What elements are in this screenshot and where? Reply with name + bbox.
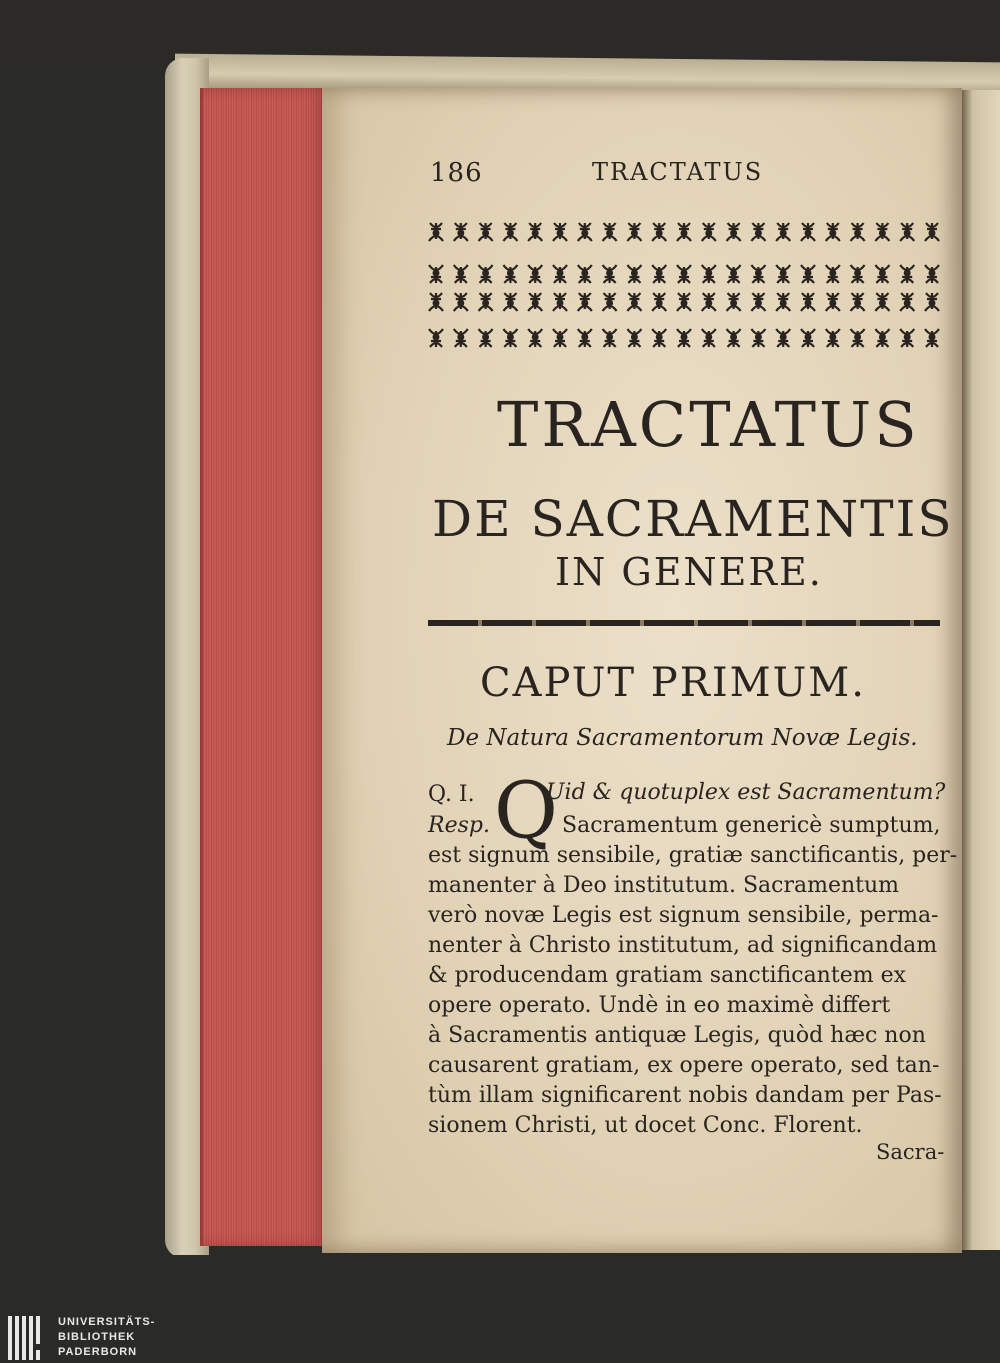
- chapter-subtitle: De Natura Sacramentorum Novæ Legis.: [447, 725, 918, 751]
- fleuron-dot: [880, 271, 885, 276]
- horizontal-rule: [428, 620, 940, 626]
- fleuron-dot: [558, 231, 563, 236]
- fleuron-dot: [607, 271, 612, 276]
- fleuron-dot: [880, 301, 885, 306]
- body-line: causarent gratiam, ex opere operato, sed tan-: [428, 1053, 940, 1078]
- library-name-line-1: UNIVERSITÄTS-: [58, 1316, 156, 1328]
- fleuron-dot: [930, 335, 935, 340]
- fleuron-dot: [731, 335, 736, 340]
- fleuron-dot: [855, 271, 860, 276]
- body-line: tùm illam significarent nobis dandam per Pas-: [428, 1083, 942, 1108]
- fleuron-dot: [458, 301, 463, 306]
- fleuron-dot: [806, 231, 811, 236]
- fleuron-dot: [682, 231, 687, 236]
- facing-page-edge: [958, 90, 1000, 1250]
- body-line: & producendam gratiam sanctificantem ex: [428, 963, 906, 988]
- fleuron-dot: [607, 335, 612, 340]
- fleuron-dot: [508, 301, 513, 306]
- fleuron-dot: [781, 301, 786, 306]
- body-line: opere operato. Undè in eo maximè differt: [428, 993, 891, 1018]
- fleuron-dot: [830, 231, 835, 236]
- fleuron-dot: [731, 231, 736, 236]
- fleuron-dot: [781, 335, 786, 340]
- fleuron-dot: [508, 335, 513, 340]
- fleuron-dot: [706, 301, 711, 306]
- fleuron-dot: [657, 231, 662, 236]
- fleuron-dot: [830, 301, 835, 306]
- body-line: Sacramentum genericè sumptum,: [562, 813, 941, 838]
- fleuron-dot: [632, 301, 637, 306]
- fleuron-dot: [855, 231, 860, 236]
- fleuron-dot: [756, 335, 761, 340]
- fleuron-dot: [905, 301, 910, 306]
- fleuron-dot: [582, 301, 587, 306]
- fleuron-dot: [930, 231, 935, 236]
- fleuron-dot: [632, 335, 637, 340]
- fleuron-dot: [731, 271, 736, 276]
- fleuron-dot: [905, 271, 910, 276]
- fleuron-dot: [682, 301, 687, 306]
- library-logo-icon: [8, 1316, 44, 1360]
- fleuron-dot: [582, 231, 587, 236]
- fleuron-dot: [880, 231, 885, 236]
- fleuron-dot: [806, 271, 811, 276]
- fleuron-dot: [731, 301, 736, 306]
- fleuron-dot: [558, 335, 563, 340]
- fleuron-dot: [706, 335, 711, 340]
- fleuron-dot: [632, 271, 637, 276]
- fleuron-dot: [458, 271, 463, 276]
- title-line-3: IN GENERE.: [555, 550, 823, 594]
- fleuron-dot: [582, 335, 587, 340]
- fleuron-dot: [781, 271, 786, 276]
- fleuron-dot: [880, 335, 885, 340]
- library-name-line-3: PADERBORN: [58, 1346, 138, 1358]
- question-label: Q. I.: [428, 782, 475, 807]
- catchword: Sacra-: [876, 1140, 945, 1164]
- fleuron-dot: [930, 271, 935, 276]
- fleuron-dot: [607, 301, 612, 306]
- title-line-1: TRACTATUS: [497, 388, 920, 461]
- fleuron-dot: [930, 301, 935, 306]
- fleuron-dot: [558, 301, 563, 306]
- fleuron-dot: [533, 231, 538, 236]
- running-title: TRACTATUS: [592, 158, 764, 186]
- fleuron-dot: [483, 231, 488, 236]
- fleuron-dot: [682, 271, 687, 276]
- fleuron-dot: [830, 271, 835, 276]
- body-line: à Sacramentis antiquæ Legis, quòd hæc non: [428, 1023, 926, 1048]
- background-bottom: [0, 1255, 1000, 1363]
- fleuron-dot: [632, 231, 637, 236]
- fleuron-dot: [607, 231, 612, 236]
- fleuron-dot: [533, 301, 538, 306]
- body-line: verò novæ Legis est signum sensibile, perma-: [428, 903, 939, 928]
- fleuron-dot: [434, 231, 439, 236]
- title-line-2: DE SACRAMENTIS: [432, 490, 954, 548]
- fleuron-dot: [508, 231, 513, 236]
- body-line: manenter à Deo institutum. Sacramentum: [428, 873, 900, 898]
- drop-cap: Q: [494, 766, 558, 856]
- fleuron-dot: [434, 335, 439, 340]
- background-top: [0, 0, 1000, 62]
- fleuron-dot: [706, 271, 711, 276]
- fleuron-dot: [508, 271, 513, 276]
- fleuron-dot: [582, 271, 587, 276]
- fleuron-dot: [855, 335, 860, 340]
- fleuron-dot: [483, 271, 488, 276]
- ornament-band: [428, 215, 940, 360]
- fleuron-dot: [533, 335, 538, 340]
- fleuron-dot: [706, 231, 711, 236]
- fleuron-dot: [830, 335, 835, 340]
- fleuron-dot: [434, 271, 439, 276]
- fleuron-dot: [806, 335, 811, 340]
- fleuron-dot: [905, 335, 910, 340]
- page-number: 186: [430, 158, 483, 188]
- fleuron-dot: [483, 301, 488, 306]
- chapter-heading: CAPUT PRIMUM.: [480, 660, 866, 706]
- fleuron-dot: [458, 335, 463, 340]
- fleuron-dot: [657, 271, 662, 276]
- body-line: est signum sensibile, gratiæ sanctificantis, per-: [428, 843, 958, 868]
- fleuron-dot: [657, 335, 662, 340]
- fleuron-dot: [756, 271, 761, 276]
- fleuron-dot: [855, 301, 860, 306]
- fleuron-dot: [781, 231, 786, 236]
- fleuron-dot: [756, 301, 761, 306]
- fleuron-dot: [558, 271, 563, 276]
- response-label: Resp.: [428, 813, 490, 838]
- fleuron-dot: [806, 301, 811, 306]
- fleuron-dot: [756, 231, 761, 236]
- fleuron-dot: [905, 231, 910, 236]
- library-name-line-2: BIBLIOTHEK: [58, 1331, 136, 1343]
- red-page-edges: [200, 88, 333, 1246]
- fleuron-dot: [682, 335, 687, 340]
- body-line: nenter à Christo institutum, ad significandam: [428, 933, 938, 958]
- fleuron-dot: [533, 271, 538, 276]
- fleuron-dot: [458, 231, 463, 236]
- fleuron-dot: [483, 335, 488, 340]
- fleuron-dot: [434, 301, 439, 306]
- fleuron-dot: [657, 301, 662, 306]
- question-text: Uid & quotuplex est Sacramentum?: [546, 780, 946, 805]
- body-line: sionem Christi, ut docet Conc. Florent.: [428, 1113, 863, 1138]
